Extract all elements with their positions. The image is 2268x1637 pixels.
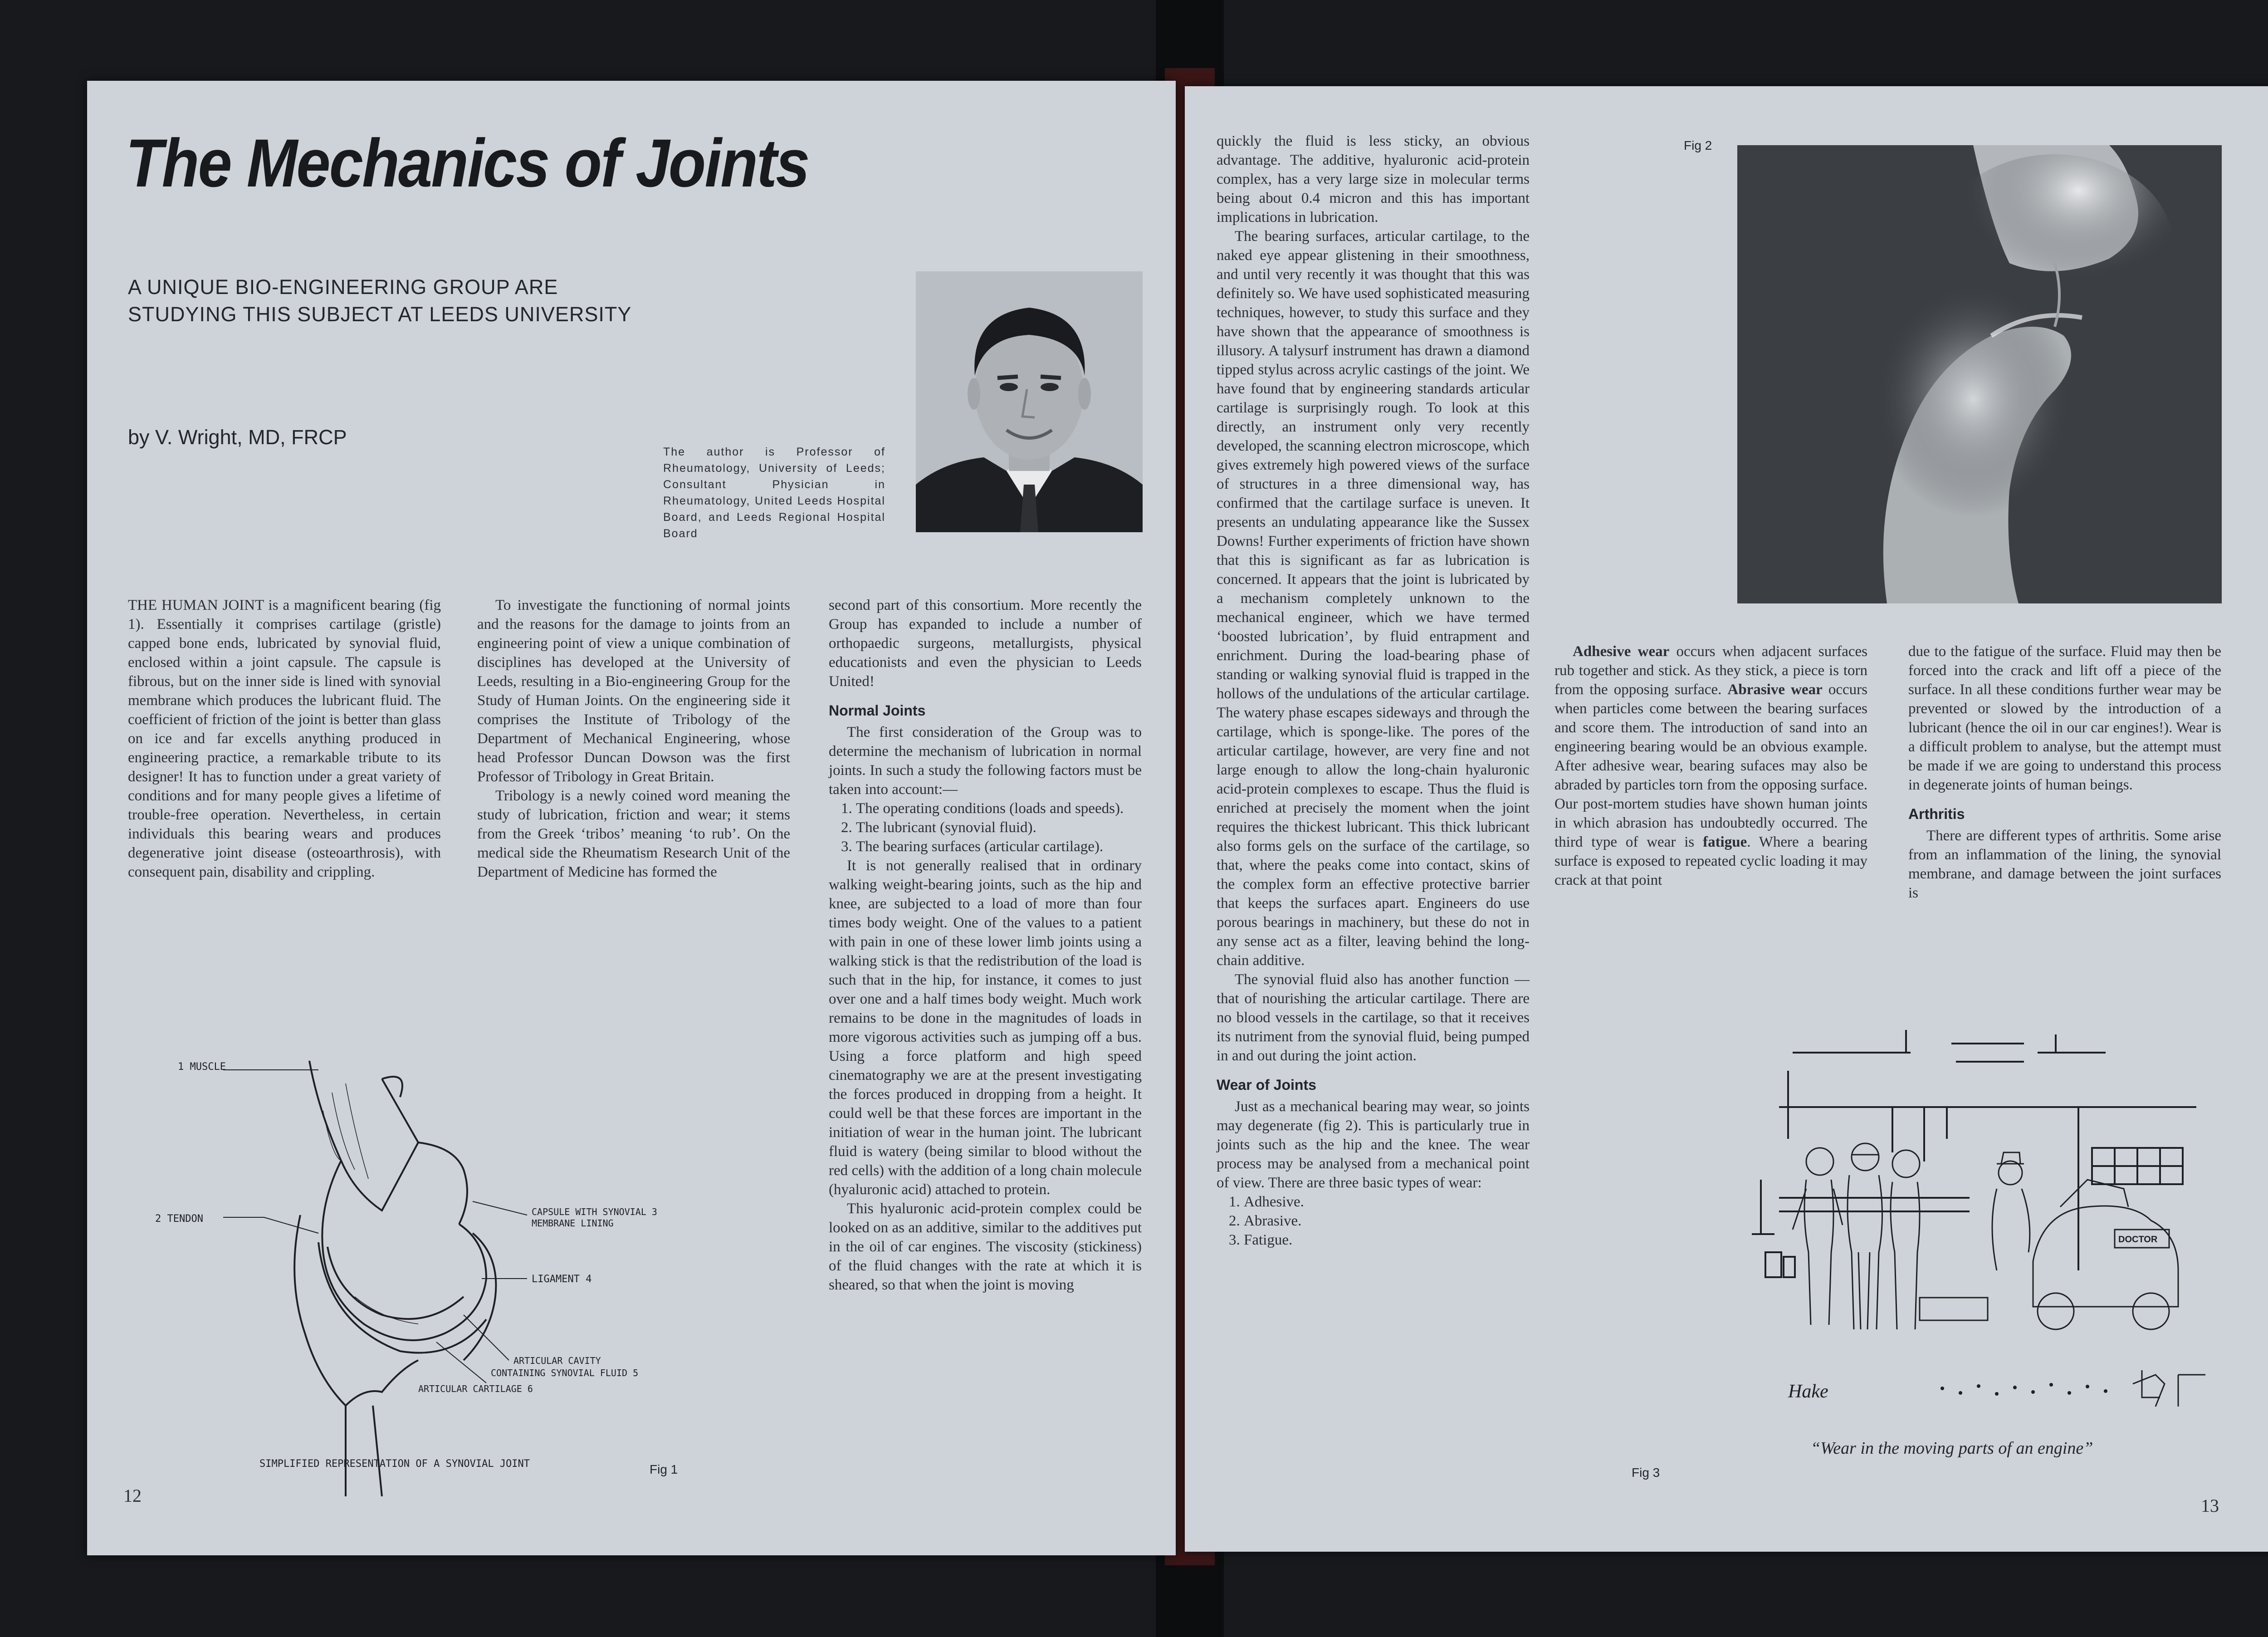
fig1-label-tendon: 2 TENDON: [155, 1213, 203, 1225]
paragraph: This hyaluronic acid-protein complex could be looked on as an additive, similar to the additives put in the oil of car engines. The viscosity (stickiness) of the fluid changes with the rate at which it is sheared, so that when the joint is moving: [829, 1201, 1142, 1293]
left-column-1: [128, 596, 441, 882]
term-abrasive-wear: Abrasive wear: [1727, 681, 1823, 698]
paragraph: To investigate the functioning of normal joints and the reasons for the damage to joints from an engineering point of view a unique combination of disciplines has developed at the University of Leeds, resulting in a Bio-engineering Group for the Study of Human Joints. On the engineering side it comprises the Institute of Tribology of the Department of Mechanical Engineering, whose head Professor Duncan Dowson was the first Professor of Tribology in Great Britain.: [477, 597, 790, 785]
paragraph: The bearing surfaces, articular cartilage, to the naked eye appear glistening in their smoothness, and until very recently it was thought that this was definitely so. We have used sophisticated measuring techniques, however, to study this surface and they have shown that the appearance of smoothness is illusory. A talysurf instrument has drawn a diamond tipped stylus across acrylic castings of the joint. We have found that by engineering standards articular cartilage is surprisingly rough. To look at this directly, an instrument only very recently developed, the scanning electron microscope, which gives extremely high powered views of the surface of structures in a three dimensional way, has confirmed that the cartilage surface is uneven. It presents an undulating appearance like the Sussex Downs! Further experiments of friction have shown that this is significant as far as lubrication is concerned. It appears that the joint is lubricated by a mechanism completely unknown to the mechanical engineer, which we have termed ‘boosted lubrication’, by fluid entrapment and enrichment. During the load-bearing phase of standing or walking synovial fluid is trapped in the hollows of the undulations of the articular cartilage. The watery phase escapes sideways and through the cartilage, which is sponge-like. The pores of the articular cartilage, however, are very fine and not large enough to allow the long-chain hyaluronic acid-protein complexes to escape. Thus the fluid is enriched at precisely the moment when the joint requires the thickest lubricant. This thick lubricant also forms gels on the surface of the cartilage, so that, where the peaks come into contact, skins of the complex form an effective protective barrier that keeps the surfaces apart. Engineers do use porous bearings in machinery, but these do not in any sense act as a filter, leaving behind the long-chain additive.: [1217, 228, 1530, 969]
garage-cartoon: [1743, 1016, 2214, 1425]
author-note: The author is Professor of Rheumatology, University of Leeds; Consultant Physician in Rheumatology, United Leeds Hospital Board, and Leeds Regional Hospital Board: [663, 446, 885, 540]
fig1-label-muscle: 1 MUSCLE: [178, 1061, 226, 1073]
joint-diagram: [128, 1043, 718, 1496]
paragraph: Adhesive wear occurs when adjacent surfaces rub together and stick. As they stick, a piece is torn from the opposing surface. Abrasive wear occurs when particles come between the bearing surfaces and score them. The introduction of sand into an engineering bearing would be an obvious example. After adhesive wear, bearing sufaces may also be abraded by particles torn from the opposing surface. Our post-mortem studies have shown human joints in which abrasion has undoubtedly occurred. The third type of wear is fatigue. Where a bearing surface is exposed to repeated cyclic loading it may crack at that point: [1554, 643, 1868, 888]
list-item: 2. The lubricant (synovial fluid).: [856, 818, 1142, 837]
right-column-1: [1217, 132, 1530, 1250]
cartoon-signature: Hake: [1788, 1381, 1828, 1402]
paragraph: The synovial fluid also has another function — that of nourishing the articular cartilage. There are no blood vessels in the cartilage, so that it receives its nutriment from the synovial fluid, being pumped in and out during the joint action.: [1217, 971, 1530, 1064]
fig1-caption: Fig 1: [650, 1462, 678, 1476]
cartoon-caption: “Wear in the moving parts of an engine”: [1811, 1439, 2093, 1458]
author-portrait: [916, 271, 1143, 532]
paragraph: Tribology is a newly coined word meaning the study of lubrication, friction and wear; it stems from the Greek ‘tribos’ meaning ‘to rub’. On the medical side the Rheumatism Research Unit of the Department of Medicine has formed the: [477, 788, 790, 880]
list-item: 3. The bearing surfaces (articular cartilage).: [856, 837, 1142, 856]
factor-list: [829, 799, 1142, 856]
list-item: 2. Abrasive.: [1244, 1211, 1530, 1230]
page-number: 13: [2201, 1495, 2219, 1516]
page-number: 12: [123, 1485, 142, 1506]
section-heading: Wear of Joints: [1217, 1077, 1316, 1093]
term-adhesive-wear: Adhesive wear: [1573, 643, 1670, 660]
paragraph: Just as a mechanical bearing may wear, so joints may degenerate (fig 2). This is particularly true in joints such as the hip and the knee. The wear process may be analysed from a mechanical point of view. There are three basic types of wear:: [1217, 1098, 1530, 1191]
list-item: 1. The operating conditions (loads and speeds).: [856, 799, 1142, 818]
subtitle-line-1: A UNIQUE BIO-ENGINEERING GROUP ARE: [128, 275, 558, 299]
subtitle-line-2: STUDYING THIS SUBJECT AT LEEDS UNIVERSITY: [128, 303, 632, 326]
fig1-label-fluid: CONTAINING SYNOVIAL FLUID 5: [491, 1367, 639, 1378]
list-item: 1. Adhesive.: [1244, 1192, 1530, 1211]
paragraph: The first consideration of the Group was to determine the mechanism of lubrication in normal joints. In such a study the following factors must be taken into account:—: [829, 724, 1142, 798]
wear-types-list: [1217, 1192, 1530, 1250]
section-heading: Arthritis: [1908, 806, 1965, 822]
fig1-label-capsule: CAPSULE WITH SYNOVIAL 3: [532, 1206, 657, 1217]
paragraph: THE HUMAN JOINT is a magnificent bearing (fig 1). Essentially it comprises cartilage (gristle) capped bone ends, lubricated by synovial fluid, enclosed within a joint capsule. The capsule is fibrous, but on the inner side is lined with synovial membrane which produces the lubricant fluid. The coefficient of friction of the joint is better than glass on ice and far excells anything produced in engineering practice, a remarkable tribute to its designer! It has to function under a great variety of conditions and for many people gives a lifetime of trouble-free operation. Nevertheless, in certain individuals this bearing wears and produces degenerative joint disease (osteoarthrosis), with consequent pain, disability and crippling.: [128, 597, 441, 880]
left-page: [87, 81, 1176, 1555]
section-heading: Normal Joints: [829, 702, 926, 719]
right-column-2: [1554, 642, 1867, 890]
byline: by V. Wright, MD, FRCP: [128, 426, 347, 449]
knee-xray-image: [1737, 145, 2222, 603]
fig1-diagram-title: SIMPLIFIED REPRESENTATION OF A SYNOVIAL JOINT: [259, 1458, 530, 1470]
fig1-label-cartilage: ARTICULAR CARTILAGE 6: [418, 1383, 533, 1394]
paragraph: There are different types of arthritis. Some arise from an inflammation of the lining, the synovial membrane, and damage between the joint surfaces is: [1908, 828, 2221, 901]
fig1-label-cavity: ARTICULAR CAVITY: [513, 1355, 601, 1366]
left-column-2: [477, 596, 790, 882]
fig3-caption: Fig 3: [1632, 1465, 1660, 1480]
paragraph: due to the fatigue of the surface. Fluid may then be forced into the crack and lift off a piece of the surface. In all these conditions further wear may be prevented or slowed by the introduction of a lubricant (hence the oil in our car engines!). Wear is a difficult problem to analyse, but the attempt must be made if we are going to understand this process in degenerate joints of human beings.: [1908, 643, 2221, 793]
article-subtitle: [128, 274, 763, 328]
paragraph: quickly the fluid is less sticky, an obvious advantage. The additive, hyaluronic acid-protein complex, has a very large size in molecular terms being about 0.4 micron and this has important implications in lubrication.: [1217, 133, 1530, 225]
fig1-label-ligament: LIGAMENT 4: [532, 1274, 592, 1285]
term-fatigue: fatigue: [1703, 834, 1747, 850]
right-column-3: [1908, 642, 2221, 902]
cartoon-sign-text: DOCTOR: [2118, 1235, 2158, 1245]
right-page: [1185, 86, 2268, 1552]
article-title: The Mechanics of Joints: [126, 125, 809, 201]
list-item: 3. Fatigue.: [1244, 1230, 1530, 1250]
paragraph: It is not generally realised that in ordinary walking weight-bearing joints, such as the hip and knee, are subjected to a load of more than four times body weight. One of the values to a patient with pain in one of these lower limb joints using a walking stick is that the redistribution of the load is such that in the hip, for instance, it comes to just over one and a half times body weight. Much work remains to be done in the magnitudes of loads in more vigorous activities such as jumping off a bus. Using a force platform and high speed cinematography we are at the present investigating the forces produced in dropping from a height. It could well be that these forces are important in the initiation of wear in the human joint. The lubricant fluid is watery (being similar to blood without the red cells) with the addition of a long chain molecule (hyaluronic acid) attached to protein.: [829, 858, 1142, 1198]
paragraph: second part of this consortium. More recently the Group has expanded to include a number of orthopaedic surgeons, metallurgists, physical educationists and even the physician to Leeds United!: [829, 597, 1142, 690]
fig1-label-membrane: MEMBRANE LINING: [532, 1218, 614, 1229]
fig2-caption: Fig 2: [1684, 138, 1712, 152]
left-column-3: [829, 596, 1142, 1294]
